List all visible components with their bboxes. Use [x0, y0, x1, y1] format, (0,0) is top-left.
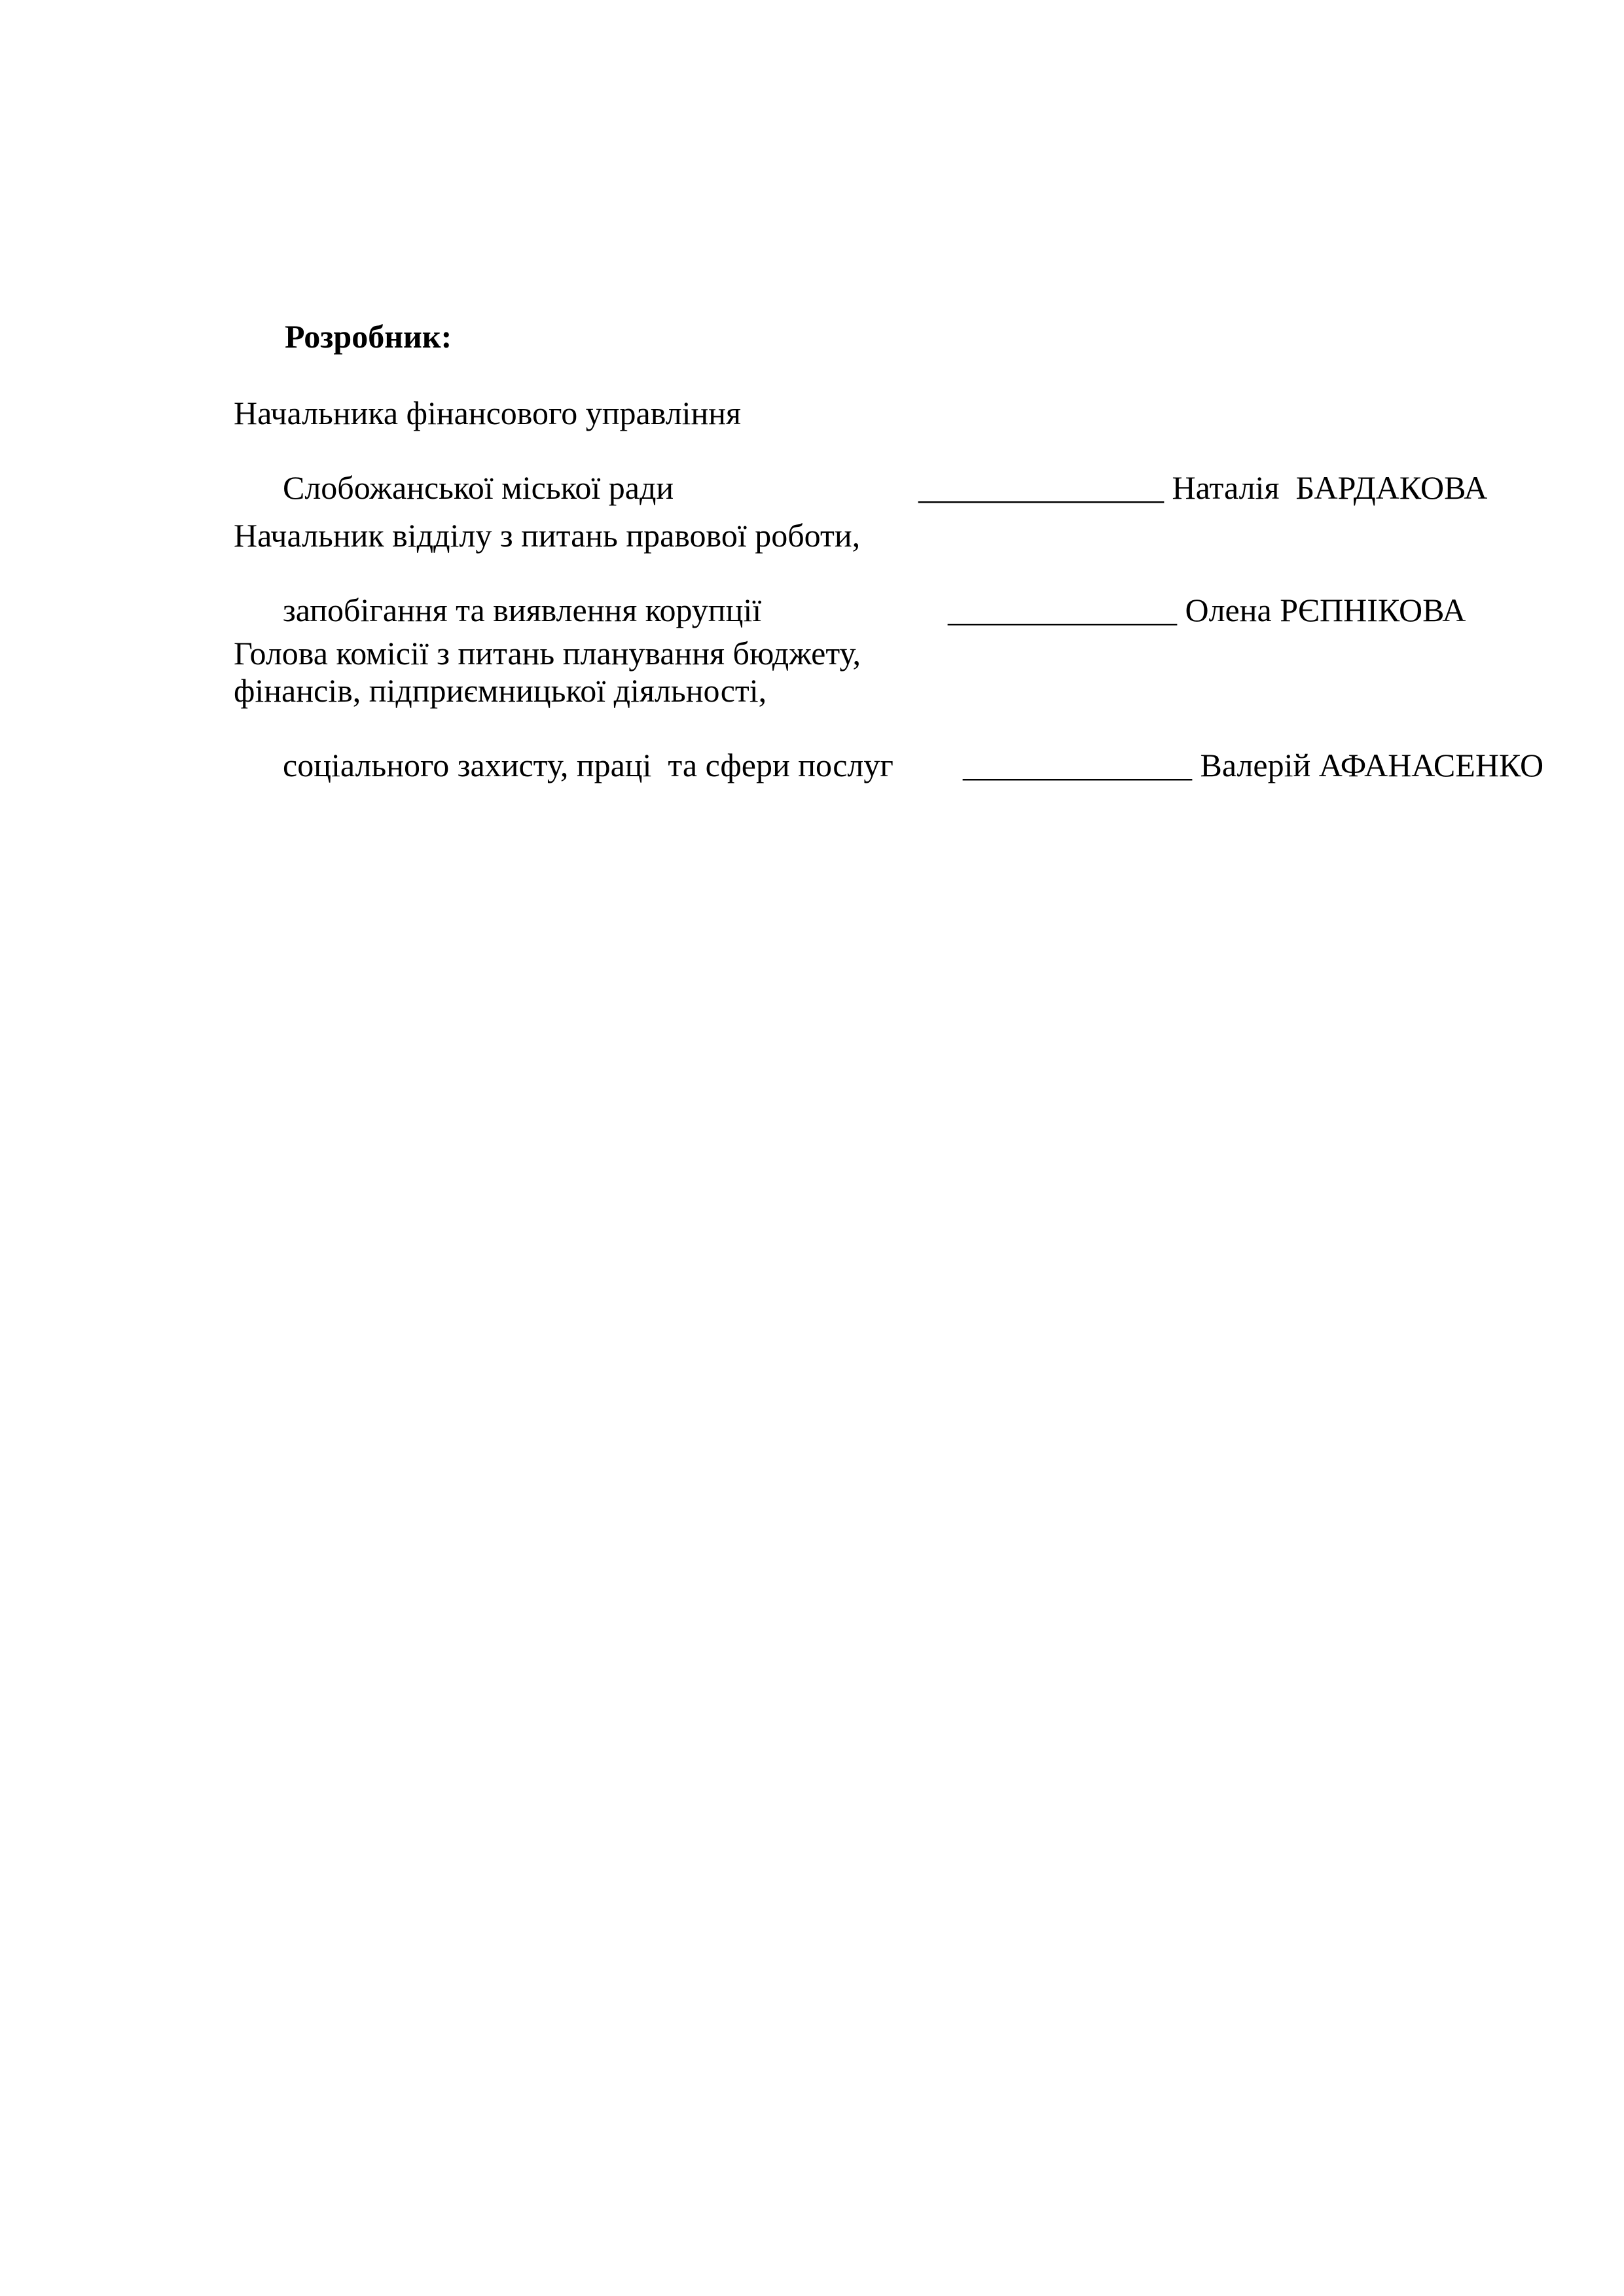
- signatory-name: Наталія БАРДАКОВА: [1164, 469, 1488, 506]
- signatory-name: Валерій АФАНАСЕНКО: [1192, 747, 1544, 783]
- signature-block-finance-head: [234, 395, 1543, 506]
- signature-line: ______________: [963, 747, 1192, 783]
- position-title-line: Начальник відділу з питань правової роботи,: [234, 517, 861, 554]
- position-title-line: фінансів, підприємницької діяльності,: [234, 672, 767, 709]
- position-title-last-line: [234, 709, 1544, 783]
- signatory-name: Олена РЄПНІКОВА: [1177, 592, 1466, 628]
- position-title-last-line: [234, 432, 1543, 506]
- developer-heading: Розробник:: [285, 318, 452, 355]
- position-title-line: соціального захисту, праці та сфери послуг: [283, 747, 893, 783]
- signature-block-commission-chair: [234, 635, 1544, 783]
- signature-block-legal-head: [234, 517, 1543, 628]
- position-title-line: Начальника фінансового управління: [234, 395, 742, 431]
- signature-line: _______________: [918, 469, 1164, 506]
- position-title-last-line: [234, 554, 1543, 628]
- signature-line: ______________: [948, 592, 1177, 628]
- position-title-line: запобігання та виявлення корупції: [283, 592, 762, 628]
- signature-area: [897, 709, 1543, 821]
- position-title-line: Слобожанської міської ради: [283, 469, 674, 506]
- position-title-line: Голова комісії з питань планування бюджету,: [234, 635, 861, 672]
